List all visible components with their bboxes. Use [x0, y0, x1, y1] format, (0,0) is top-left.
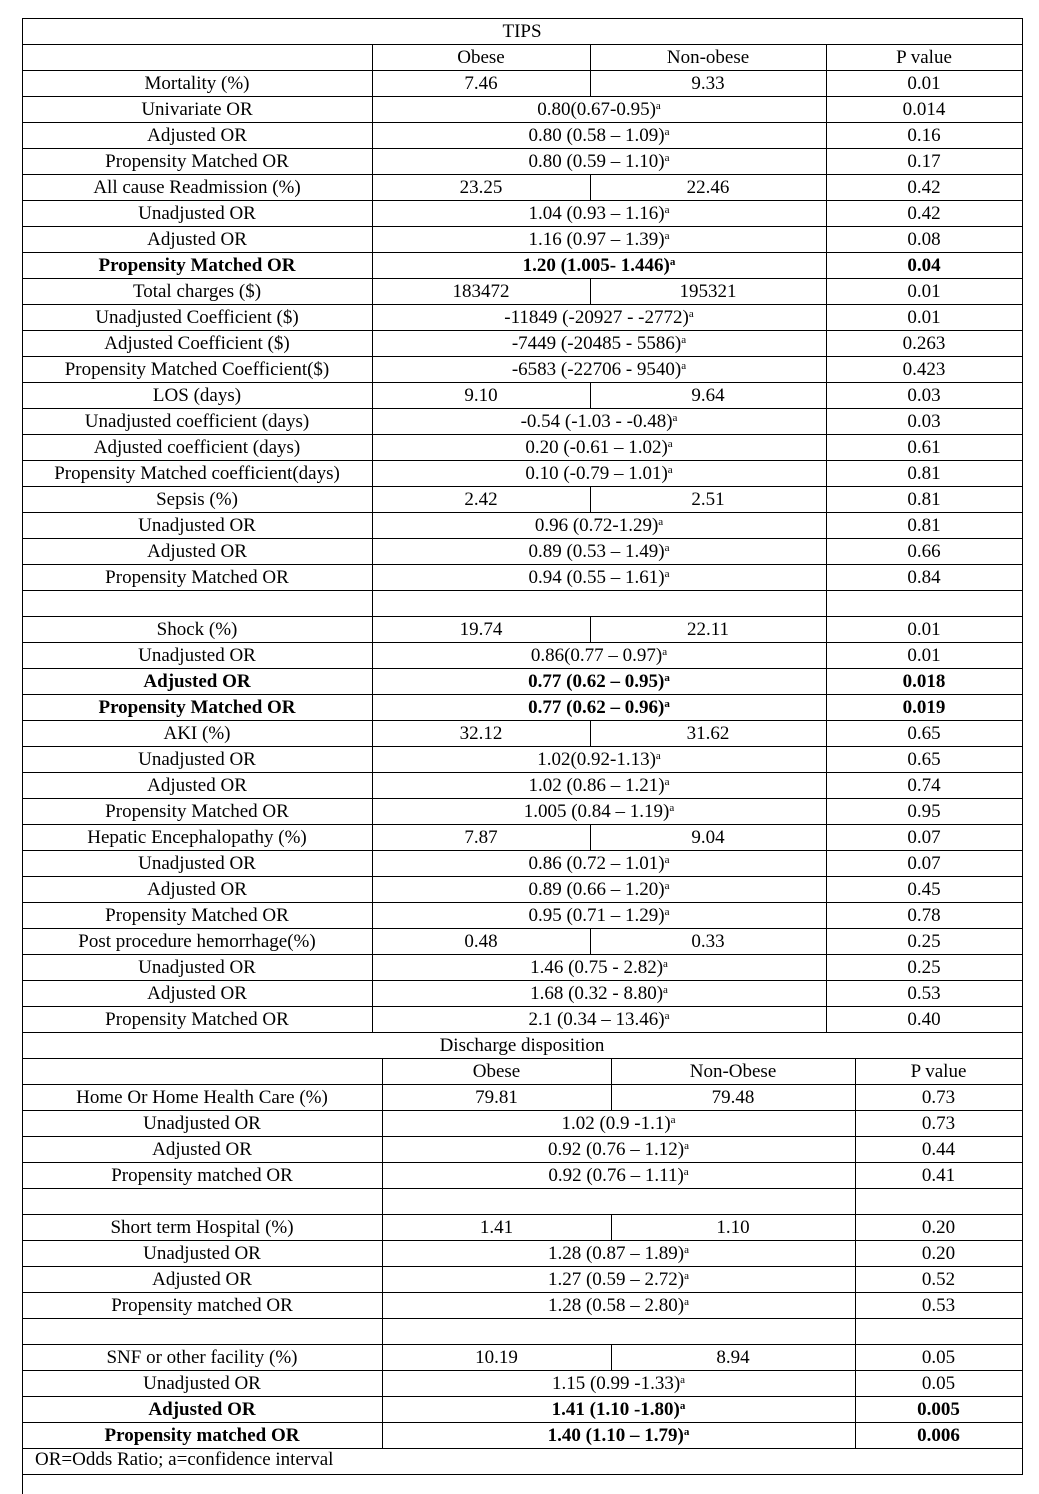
column-border [382, 1266, 383, 1292]
p-value: 0.74 [907, 775, 941, 796]
estimate-ci: 1.20 (1.005- 1.446)$^a$ [522, 255, 676, 276]
non-obese-value: 9.33 [691, 73, 725, 94]
column-border [382, 1214, 383, 1240]
column-border [382, 1240, 383, 1266]
non-obese-value: 22.11 [686, 619, 730, 640]
estimate-ci: 1.28 (0.58 – 2.80)$^a$ [547, 1295, 690, 1316]
row-label: Unadjusted OR [138, 645, 256, 666]
column-border [372, 330, 373, 356]
row-label: Propensity Matched OR [105, 1009, 289, 1030]
column-border [855, 1188, 856, 1214]
non-obese-value: 8.94 [716, 1347, 750, 1368]
column-border [590, 44, 591, 70]
column-border [382, 1344, 383, 1370]
column-border [372, 980, 373, 1006]
p-value: 0.42 [907, 203, 941, 224]
row-label: SNF or other facility (%) [106, 1347, 298, 1368]
p-value: 0.01 [907, 307, 941, 328]
column-border [826, 278, 827, 304]
p-value: 0.65 [907, 749, 941, 770]
estimate-ci: 0.80 (0.58 – 1.09)$^a$ [528, 125, 670, 146]
obese-value: 7.46 [464, 73, 498, 94]
p-value: 0.04 [907, 255, 941, 276]
row-label: Short term Hospital (%) [110, 1217, 294, 1238]
table-footnote: OR=Odds Ratio; a=confidence interval [35, 1449, 334, 1470]
column-border [372, 174, 373, 200]
column-border [382, 1396, 383, 1422]
row-label: Adjusted OR [152, 1139, 252, 1160]
column-border [372, 720, 373, 746]
estimate-ci: -6583 (-22706 - 9540)$^a$ [511, 359, 687, 380]
estimate-ci: 0.20 (-0.61 – 1.02)$^a$ [525, 437, 673, 458]
row-label: Propensity matched OR [111, 1295, 293, 1316]
row-label: Total charges ($) [132, 281, 262, 302]
column-border [826, 928, 827, 954]
column-border [372, 96, 373, 122]
obese-value: 19.74 [459, 619, 503, 640]
row-border [22, 1188, 1023, 1189]
obese-value: 79.81 [475, 1087, 518, 1108]
row-label: Unadjusted coefficient (days) [84, 411, 310, 432]
column-border [826, 330, 827, 356]
table-bottom-border [22, 1474, 1023, 1475]
column-border [590, 616, 591, 642]
p-value: 0.81 [907, 515, 941, 536]
column-border [372, 590, 373, 616]
estimate-ci: 1.46 (0.75 - 2.82)$^a$ [530, 957, 668, 978]
p-value: 0.263 [902, 333, 946, 354]
estimate-ci: 0.10 (-0.79 – 1.01)$^a$ [525, 463, 673, 484]
estimate-ci: $0.80(0.67-0.95)^a$ [537, 99, 661, 120]
p-value: 0.52 [921, 1269, 956, 1290]
p-value: 0.81 [907, 463, 941, 484]
column-border [372, 226, 373, 252]
column-border [382, 1370, 383, 1396]
column-border [590, 70, 591, 96]
column-border [372, 434, 373, 460]
estimate-ci: 0.96 $(0.72-1.29)^a$ [534, 515, 664, 536]
obese-value: 9.10 [464, 385, 498, 406]
column-border [826, 96, 827, 122]
col-header-obese: Obese [472, 1061, 521, 1082]
estimate-ci: 1.16 (0.97 – 1.39)$^a$ [528, 229, 670, 250]
column-border [372, 512, 373, 538]
estimate-ci: $1.02(0.92-1.13)^a$ [537, 749, 661, 770]
estimate-ci: 0.80 (0.59 – 1.10)$^a$ [528, 151, 670, 172]
column-border [590, 928, 591, 954]
row-label: Univariate OR [141, 99, 253, 120]
p-value: 0.014 [902, 99, 946, 120]
non-obese-value: 9.64 [691, 385, 725, 406]
p-value: 0.53 [921, 1295, 956, 1316]
column-border [382, 1292, 383, 1318]
p-value: 0.03 [907, 385, 941, 406]
row-label: Mortality (%) [144, 73, 250, 94]
p-value: 0.423 [902, 359, 946, 380]
non-obese-value: 2.51 [691, 489, 725, 510]
estimate-ci: 0.86(0.77 – 0.97)$^a$ [530, 645, 668, 666]
non-obese-value: 9.04 [691, 827, 725, 848]
column-border [855, 1136, 856, 1162]
column-border [826, 174, 827, 200]
row-label: Unadjusted OR [138, 853, 256, 874]
obese-value: 2.42 [464, 489, 498, 510]
p-value: 0.61 [907, 437, 941, 458]
p-value: 0.66 [907, 541, 941, 562]
column-border [372, 304, 373, 330]
column-border [826, 148, 827, 174]
column-border [372, 122, 373, 148]
column-border [826, 382, 827, 408]
obese-value: 32.12 [459, 723, 503, 744]
column-border [826, 850, 827, 876]
column-border [855, 1058, 856, 1084]
estimate-ci: 1.28 (0.87 – 1.89)$^a$ [547, 1243, 690, 1264]
p-value: 0.01 [907, 645, 941, 666]
estimate-ci: 1.005 (0.84 – 1.19)$^a$ [523, 801, 675, 822]
column-border [382, 1318, 383, 1344]
estimate-ci: 0.89 (0.66 – 1.20)$^a$ [528, 879, 670, 900]
row-label: Unadjusted Coefficient ($) [95, 307, 299, 328]
column-border [826, 434, 827, 460]
column-border [372, 1006, 373, 1032]
p-value: 0.84 [907, 567, 941, 588]
column-border [372, 44, 373, 70]
column-border [372, 252, 373, 278]
estimate-ci: 1.15 (0.99 -1.33)$^a$ [551, 1373, 686, 1394]
row-label: Adjusted coefficient (days) [93, 437, 301, 458]
row-label: Propensity Matched Coefficient($) [64, 359, 330, 380]
row-label: Unadjusted OR [143, 1113, 261, 1134]
column-border [372, 850, 373, 876]
p-value: 0.01 [907, 73, 941, 94]
column-border [372, 564, 373, 590]
p-value: 0.07 [907, 853, 941, 874]
p-value: 0.05 [921, 1347, 956, 1368]
p-value: 0.78 [907, 905, 941, 926]
p-value: 0.20 [921, 1243, 956, 1264]
table-right-border [1022, 18, 1023, 1474]
estimate-ci: 1.02 (0.86 – 1.21)$^a$ [528, 775, 670, 796]
column-border [855, 1266, 856, 1292]
p-value: 0.25 [907, 957, 941, 978]
obese-value: 7.87 [464, 827, 498, 848]
column-border [855, 1318, 856, 1344]
row-label: Adjusted OR [147, 229, 247, 250]
p-value: 0.81 [907, 489, 941, 510]
column-border [372, 902, 373, 928]
column-border [826, 252, 827, 278]
row-label: All cause Readmission (%) [93, 177, 301, 198]
column-border [826, 616, 827, 642]
p-value: 0.01 [907, 619, 941, 640]
row-label: Post procedure hemorrhage(%) [78, 931, 316, 952]
non-obese-value: 79.48 [711, 1087, 755, 1108]
column-border [372, 408, 373, 434]
estimate-ci: 0.77 (0.62 – 0.96)$^a$ [528, 697, 670, 718]
row-label: Adjusted OR [147, 541, 247, 562]
p-value: 0.07 [907, 827, 941, 848]
p-value: 0.41 [921, 1165, 956, 1186]
row-label: Propensity matched OR [111, 1165, 293, 1186]
p-value: 0.44 [921, 1139, 956, 1160]
row-label: Propensity Matched OR [105, 905, 289, 926]
p-value: 0.16 [907, 125, 941, 146]
row-label: Unadjusted OR [143, 1373, 261, 1394]
estimate-ci: 0.86 (0.72 – 1.01)$^a$ [528, 853, 670, 874]
column-border [826, 590, 827, 616]
table-title: TIPS [502, 21, 542, 42]
column-border [372, 928, 373, 954]
non-obese-value: 0.33 [691, 931, 725, 952]
column-border [372, 798, 373, 824]
obese-value: 10.19 [475, 1347, 518, 1368]
row-border [22, 590, 1023, 591]
row-label: Unadjusted OR [138, 515, 256, 536]
row-label: Propensity Matched OR [98, 255, 296, 276]
estimate-ci: 1.40 (1.10 – 1.79)$^a$ [547, 1425, 690, 1446]
column-border [826, 70, 827, 96]
non-obese-value: 195321 [679, 281, 737, 302]
row-label: AKI (%) [163, 723, 231, 744]
column-border [382, 1136, 383, 1162]
column-border [855, 1240, 856, 1266]
column-border [855, 1396, 856, 1422]
estimate-ci: 1.27 (0.59 – 2.72)$^a$ [547, 1269, 690, 1290]
column-border [372, 694, 373, 720]
p-value: 0.03 [907, 411, 941, 432]
column-border [826, 226, 827, 252]
col-header-obese: Obese [457, 47, 505, 68]
column-border [372, 148, 373, 174]
column-border [372, 642, 373, 668]
p-value: 0.20 [921, 1217, 956, 1238]
column-border [372, 70, 373, 96]
p-value: 0.05 [921, 1373, 956, 1394]
section-header-border [22, 1058, 1023, 1059]
column-border [372, 486, 373, 512]
column-border [590, 824, 591, 850]
p-value: 0.08 [907, 229, 941, 250]
column-border [372, 538, 373, 564]
column-border [826, 746, 827, 772]
column-border [372, 876, 373, 902]
row-label: Adjusted OR [148, 1399, 256, 1420]
row-border [22, 1318, 1023, 1319]
column-border [590, 382, 591, 408]
row-label: Adjusted OR [152, 1269, 252, 1290]
column-border [590, 486, 591, 512]
p-value: 0.005 [917, 1399, 960, 1420]
estimate-ci: 1.41 (1.10 -1.80)$^a$ [551, 1399, 686, 1420]
non-obese-value: 1.10 [716, 1217, 750, 1238]
col-header-p-value: P value [910, 1061, 967, 1082]
column-border [372, 772, 373, 798]
estimate-ci: 1.04 (0.93 – 1.16)$^a$ [528, 203, 670, 224]
column-border [855, 1422, 856, 1448]
column-border [611, 1084, 612, 1110]
column-border [855, 1344, 856, 1370]
column-border [590, 278, 591, 304]
column-border [826, 512, 827, 538]
row-label: Unadjusted OR [138, 203, 256, 224]
row-label: Adjusted Coefficient ($) [104, 333, 290, 354]
row-label: Unadjusted OR [143, 1243, 261, 1264]
column-border [855, 1370, 856, 1396]
non-obese-value: 31.62 [686, 723, 730, 744]
p-value: 0.17 [907, 151, 941, 172]
row-label: LOS (days) [152, 385, 242, 406]
column-border [826, 122, 827, 148]
col-header-non-obese: Non-obese [666, 47, 750, 68]
column-border [826, 642, 827, 668]
row-label: Propensity Matched OR [98, 697, 296, 718]
column-border [826, 980, 827, 1006]
row-label: Adjusted OR [147, 879, 247, 900]
column-border [826, 798, 827, 824]
column-border [372, 278, 373, 304]
row-label: Propensity matched OR [104, 1425, 300, 1446]
column-border [826, 460, 827, 486]
estimate-ci: 0.77 (0.62 – 0.95)$^a$ [528, 671, 670, 692]
column-border [826, 720, 827, 746]
column-border [826, 486, 827, 512]
table-left-border [22, 18, 23, 1494]
row-label: Adjusted OR [143, 671, 251, 692]
column-border [826, 44, 827, 70]
p-value: 0.53 [907, 983, 941, 1004]
p-value: 0.006 [917, 1425, 960, 1446]
column-border [372, 746, 373, 772]
p-value: 0.45 [907, 879, 941, 900]
row-label: Adjusted OR [147, 775, 247, 796]
non-obese-value: 22.46 [686, 177, 730, 198]
column-border [855, 1292, 856, 1318]
row-label: Unadjusted OR [138, 957, 256, 978]
row-label: Unadjusted OR [138, 749, 256, 770]
column-border [611, 1344, 612, 1370]
column-border [590, 174, 591, 200]
column-border [826, 200, 827, 226]
column-border [855, 1214, 856, 1240]
column-border [826, 304, 827, 330]
estimate-ci: 1.68 (0.32 - 8.80)$^a$ [530, 983, 668, 1004]
p-value: 0.01 [907, 281, 941, 302]
column-border [382, 1058, 383, 1084]
column-border [611, 1058, 612, 1084]
column-border [382, 1422, 383, 1448]
column-border [826, 668, 827, 694]
column-border [826, 564, 827, 590]
column-border [826, 538, 827, 564]
column-border [855, 1084, 856, 1110]
p-value: 0.42 [907, 177, 941, 198]
column-border [826, 954, 827, 980]
column-border [372, 460, 373, 486]
row-label: Adjusted OR [147, 125, 247, 146]
column-border [611, 1214, 612, 1240]
column-border [372, 668, 373, 694]
row-label: Propensity Matched coefficient(days) [54, 463, 340, 484]
column-border [826, 694, 827, 720]
column-border [372, 356, 373, 382]
column-border [855, 1110, 856, 1136]
column-border [372, 200, 373, 226]
column-border [372, 824, 373, 850]
estimate-ci: -7449 (-20485 - 5586)$^a$ [511, 333, 687, 354]
estimate-ci: 0.95 (0.71 – 1.29)$^a$ [528, 905, 670, 926]
estimate-ci: -11849 (-20927 - -2772)$^a$ [504, 307, 694, 328]
column-border [382, 1162, 383, 1188]
column-border [382, 1188, 383, 1214]
row-label: Home Or Home Health Care (%) [76, 1087, 328, 1108]
p-value: 0.95 [907, 801, 941, 822]
estimate-ci: 1.02 (0.9 -1.1)$^a$ [561, 1113, 676, 1134]
obese-value: 1.41 [479, 1217, 514, 1238]
obese-value: 23.25 [459, 177, 503, 198]
column-border [855, 1162, 856, 1188]
obese-value: 183472 [452, 281, 510, 302]
p-value: 0.73 [921, 1113, 956, 1134]
column-border [826, 876, 827, 902]
p-value: 0.018 [902, 671, 946, 692]
p-value: 0.73 [921, 1087, 956, 1108]
col-header-p-value: P value [896, 47, 952, 68]
estimate-ci: 0.92 (0.76 – 1.11)$^a$ [548, 1165, 689, 1186]
p-value: 0.25 [907, 931, 941, 952]
column-border [826, 408, 827, 434]
column-border [372, 616, 373, 642]
section-title-discharge: Discharge disposition [439, 1035, 605, 1056]
column-border [826, 824, 827, 850]
row-label: Propensity Matched OR [105, 151, 289, 172]
obese-value: 0.48 [464, 931, 498, 952]
p-value: 0.65 [907, 723, 941, 744]
row-label: Shock (%) [156, 619, 238, 640]
column-border [372, 954, 373, 980]
estimate-ci: 0.94 (0.55 – 1.61)$^a$ [528, 567, 670, 588]
estimate-ci: 0.89 (0.53 – 1.49)$^a$ [528, 541, 670, 562]
column-border [382, 1110, 383, 1136]
column-border [826, 772, 827, 798]
column-border [826, 902, 827, 928]
p-value: 0.019 [902, 697, 946, 718]
row-label: Adjusted OR [147, 983, 247, 1004]
estimate-ci: 0.92 (0.76 – 1.12)$^a$ [547, 1139, 690, 1160]
column-border [826, 356, 827, 382]
row-label: Propensity Matched OR [105, 801, 289, 822]
p-value: 0.40 [907, 1009, 941, 1030]
row-label: Propensity Matched OR [105, 567, 289, 588]
column-border [372, 382, 373, 408]
row-label: Sepsis (%) [156, 489, 238, 510]
column-border [826, 1006, 827, 1032]
section-header-border [22, 44, 1023, 45]
column-border [382, 1084, 383, 1110]
col-header-non-obese: Non-Obese [689, 1061, 777, 1082]
estimate-ci: 2.1 (0.34 – 13.46)$^a$ [528, 1009, 670, 1030]
column-border [590, 720, 591, 746]
estimate-ci: -0.54 (-1.03 - -0.48)$^a$ [520, 411, 678, 432]
row-label: Hepatic Encephalopathy (%) [87, 827, 307, 848]
